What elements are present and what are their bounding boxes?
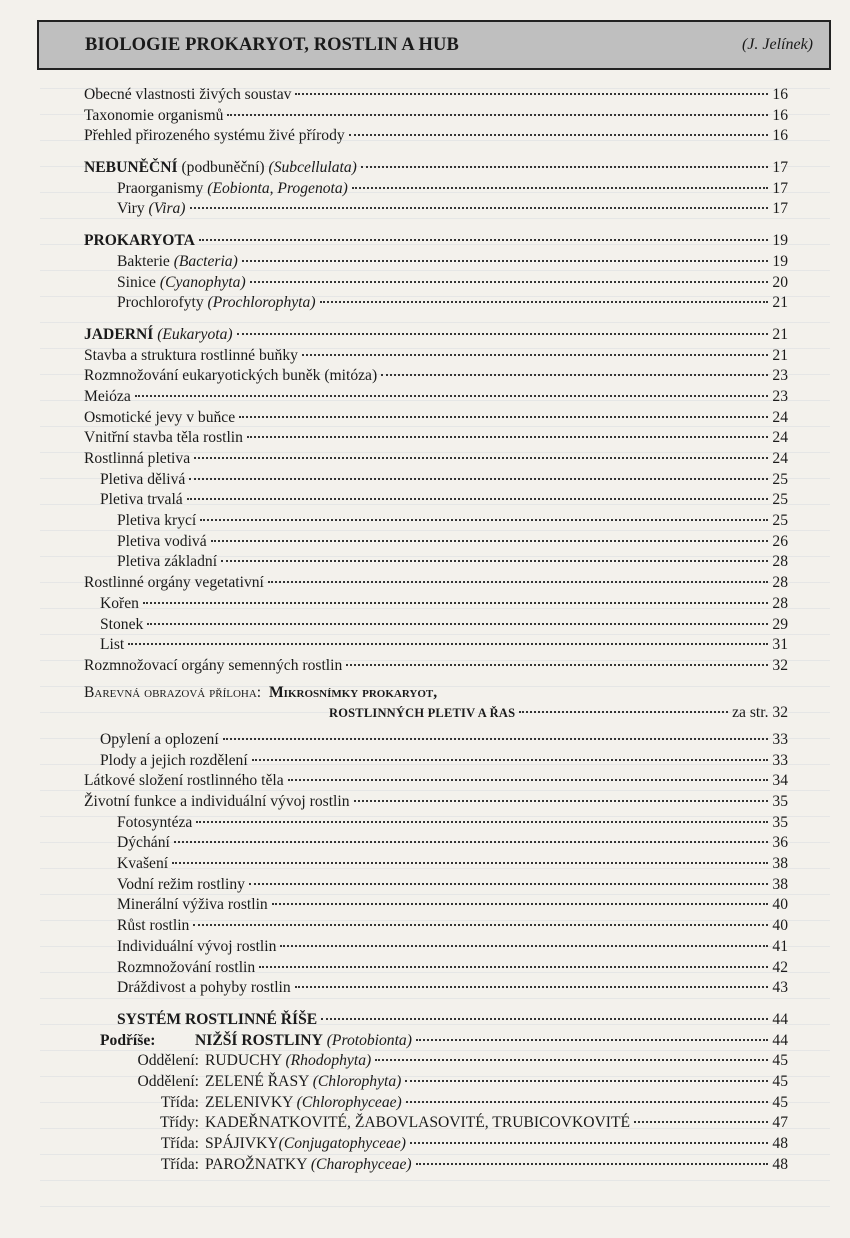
dot-leader: [288, 779, 768, 781]
dot-leader: [196, 821, 768, 823]
toc-entry: Kořen 28: [100, 594, 788, 612]
toc-entry: Minerální výživa rostlin 40: [117, 896, 788, 914]
dot-leader: [194, 457, 768, 459]
dot-leader: [250, 281, 768, 283]
toc-entry: Taxonomie organismů 16: [84, 106, 788, 124]
toc-entry: Stavba a struktura rostlinné buňky 21: [84, 346, 788, 364]
toc-entry: Růst rostlin 40: [117, 917, 788, 935]
chapter-title: BIOLOGIE PROKARYOT, ROSTLIN A HUB: [85, 34, 459, 55]
dot-leader: [349, 134, 768, 136]
toc-entry: Individuální vývoj rostlin 41: [117, 937, 788, 955]
dot-leader: [249, 883, 768, 885]
dot-leader: [242, 260, 768, 262]
dot-leader: [247, 436, 768, 438]
toc-entry: Osmotické jevy v buňce 24: [84, 408, 788, 426]
toc-taxon: Třída: PAROŽNATKY (Charophyceae) 48: [160, 1155, 788, 1173]
toc-section-heading: SYSTÉM ROSTLINNÉ ŘÍŠE 44: [117, 1010, 788, 1028]
dot-leader: [128, 643, 768, 645]
dot-leader: [295, 986, 768, 988]
dot-leader: [375, 1059, 768, 1061]
dot-leader: [237, 333, 768, 335]
dot-leader: [295, 93, 768, 95]
dot-leader: [272, 903, 768, 905]
toc-subkingdom: Podříše: NIŽŠÍ ROSTLINY (Protobionta) 44: [100, 1031, 788, 1049]
dot-leader: [147, 623, 768, 625]
dot-leader: [381, 374, 768, 376]
dot-leader: [200, 519, 768, 521]
dot-leader: [227, 114, 768, 116]
toc-entry: List 31: [100, 636, 788, 654]
dot-leader: [405, 1080, 768, 1082]
toc-entry: Životní funkce a individuální vývoj rostlin 35: [84, 793, 788, 810]
toc-entry: Přehled přirozeného systému živé přírody 16: [84, 127, 788, 145]
toc-entry: Praorganismy (Eobionta, Progenota) 17: [117, 179, 788, 197]
toc-taxon: Oddělení: RUDUCHY (Rhodophyta) 45: [137, 1052, 788, 1070]
toc-color-appendix: Barevná obrazová příloha: Mikrosnímky prokaryot,: [84, 683, 438, 701]
toc-entry: Pletiva základní 28: [117, 553, 788, 571]
dot-leader: [416, 1039, 768, 1041]
toc-entry: Obecné vlastnosti živých soustav 16: [84, 86, 788, 103]
dot-leader: [193, 924, 768, 926]
toc-entry: Stonek 29: [100, 615, 788, 633]
dot-leader: [406, 1101, 768, 1103]
toc-color-appendix-cont: ROSTLINNÝCH PLETIV A ŘAS za str. 32: [329, 704, 788, 722]
toc-entry: Viry (Vira) 17: [117, 200, 788, 218]
dot-leader: [259, 966, 768, 968]
toc-entry: Rostlinná pletiva 24: [84, 450, 788, 467]
toc-entry: Dýchání 36: [117, 834, 788, 852]
toc-entry: Pletiva trvalá 25: [100, 491, 788, 509]
dot-leader: [352, 187, 768, 189]
dot-leader: [211, 540, 768, 542]
toc-taxon: Oddělení: ZELENÉ ŘASY (Chlorophyta) 45: [137, 1072, 788, 1090]
toc-entry: Kvašení 38: [117, 855, 788, 873]
toc-entry: Rozmnožovací orgány semenných rostlin 32: [84, 656, 788, 674]
dot-leader: [223, 738, 768, 740]
toc-section-heading: PROKARYOTA 19: [84, 232, 788, 250]
toc-section-heading: JADERNÍ (Eukaryota) 21: [84, 325, 788, 343]
dot-leader: [190, 207, 769, 209]
dot-leader: [199, 239, 768, 241]
toc-entry: Opylení a oplození 33: [100, 730, 788, 748]
toc-entry: Látkové složení rostlinného těla 34: [84, 772, 788, 790]
dot-leader: [252, 759, 768, 761]
dot-leader: [268, 581, 768, 583]
toc-section-heading: NEBUNĚČNÍ (podbuněční) (Subcellulata) 17: [84, 159, 788, 177]
dot-leader: [346, 664, 768, 666]
dot-leader: [172, 862, 768, 864]
chapter-author: (J. Jelínek): [741, 36, 813, 53]
dot-leader: [174, 841, 768, 843]
dot-leader: [410, 1142, 768, 1144]
toc-entry: Meióza 23: [84, 387, 788, 405]
dot-leader: [321, 1018, 768, 1020]
dot-leader: [320, 301, 768, 303]
dot-leader: [634, 1121, 768, 1123]
toc-entry: Vnitřní stavba těla rostlin 24: [84, 429, 788, 447]
dot-leader: [302, 354, 768, 356]
toc-entry: Pletiva vodivá 26: [117, 532, 788, 550]
dot-leader: [135, 395, 768, 397]
toc-entry: Bakterie (Bacteria) 19: [117, 252, 788, 270]
dot-leader: [354, 800, 769, 802]
toc-taxon: Třídy: KADEŘNATKOVITÉ, ŽABOVLASOVITÉ, TRUBICOVKOVITÉ 47: [160, 1114, 788, 1132]
toc-entry: Pletiva krycí 25: [117, 512, 788, 530]
dot-leader: [239, 416, 768, 418]
dot-leader: [143, 602, 768, 604]
toc-entry: Rozmnožování eukaryotických buněk (mitóza) 23: [84, 367, 788, 385]
chapter-header: [37, 20, 831, 70]
toc-entry: Sinice (Cyanophyta) 20: [117, 273, 788, 291]
dot-leader: [416, 1163, 768, 1165]
toc-entry: Prochlorofyty (Prochlorophyta) 21: [117, 294, 788, 312]
dot-leader: [280, 945, 768, 947]
dot-leader: [221, 560, 768, 562]
dot-leader: [187, 498, 768, 500]
toc-entry: Dráždivost a pohyby rostlin 43: [117, 979, 788, 997]
dot-leader: [361, 166, 768, 168]
dot-leader: [519, 711, 728, 713]
toc-entry: Plody a jejich rozdělení 33: [100, 751, 788, 769]
toc-entry: Fotosyntéza 35: [117, 813, 788, 831]
toc-entry: Pletiva dělivá 25: [100, 470, 788, 488]
toc-taxon: Třída: SPÁJIVKY(Conjugatophyceae) 48: [160, 1135, 788, 1152]
table-of-contents: [84, 85, 788, 1175]
toc-taxon: Třída: ZELENIVKY (Chlorophyceae) 45: [160, 1093, 788, 1111]
toc-entry: Rostlinné orgány vegetativní 28: [84, 574, 788, 592]
dot-leader: [189, 478, 768, 480]
toc-entry: Vodní režim rostliny 38: [117, 875, 788, 893]
toc-entry: Rozmnožování rostlin 42: [117, 958, 788, 976]
